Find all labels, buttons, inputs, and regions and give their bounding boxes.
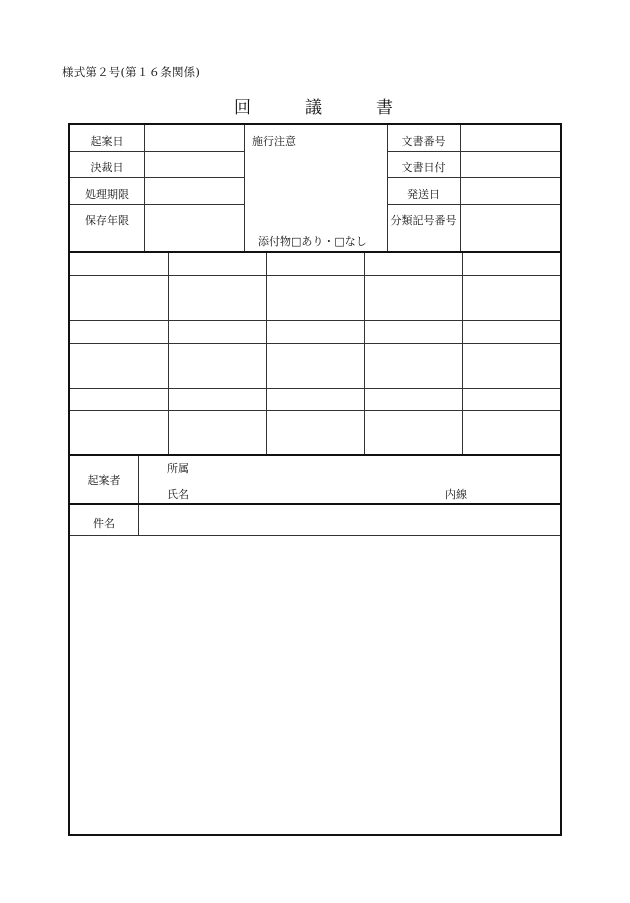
grid-divider — [168, 253, 169, 454]
label-document-number: 文書番号 — [401, 135, 446, 148]
divider — [70, 151, 244, 152]
label-send-date: 発送日 — [407, 188, 440, 201]
grid-divider — [70, 275, 560, 276]
grid-divider — [70, 343, 560, 344]
grid-divider — [70, 388, 560, 389]
divider — [460, 125, 461, 251]
divider — [144, 125, 145, 251]
divider — [244, 125, 245, 251]
label-drafter: 起案者 — [87, 474, 121, 487]
label-retention: 保存年限 — [85, 214, 129, 227]
title-char-3: 書 — [376, 98, 393, 118]
form-frame — [68, 123, 562, 836]
divider — [387, 177, 560, 178]
grid-divider — [70, 410, 560, 411]
label-deadline: 処理期限 — [85, 188, 129, 201]
label-subject: 件名 — [93, 517, 115, 530]
grid-divider — [364, 253, 365, 454]
section-divider — [70, 454, 560, 456]
label-classification-code: 分類記号番号 — [390, 214, 457, 227]
label-draft-date: 起案日 — [90, 135, 124, 148]
section-divider — [70, 251, 560, 253]
title-char-1: 回 — [234, 98, 251, 118]
label-enforcement-notes: 施行注意 — [252, 135, 296, 148]
divider — [387, 151, 560, 152]
label-approval-date: 決裁日 — [90, 161, 124, 174]
divider — [70, 204, 244, 205]
title-char-2: 議 — [305, 98, 322, 118]
grid-divider — [70, 320, 560, 321]
section-divider — [70, 503, 560, 505]
label-extension: 内線 — [445, 488, 467, 501]
divider — [70, 177, 244, 178]
divider — [387, 204, 560, 205]
grid-divider — [462, 253, 463, 454]
divider — [138, 456, 139, 503]
label-document-date: 文書日付 — [401, 161, 446, 174]
grid-divider — [266, 253, 267, 454]
form-number: 様式第２号(第１６条関係) — [62, 65, 201, 79]
attachment-checkboxes: 添付物□あり・□なし — [258, 235, 367, 248]
document-title — [0, 93, 630, 118]
label-affiliation: 所属 — [167, 462, 189, 475]
label-name: 氏名 — [167, 488, 189, 501]
body-area — [70, 536, 560, 834]
divider — [138, 505, 139, 535]
